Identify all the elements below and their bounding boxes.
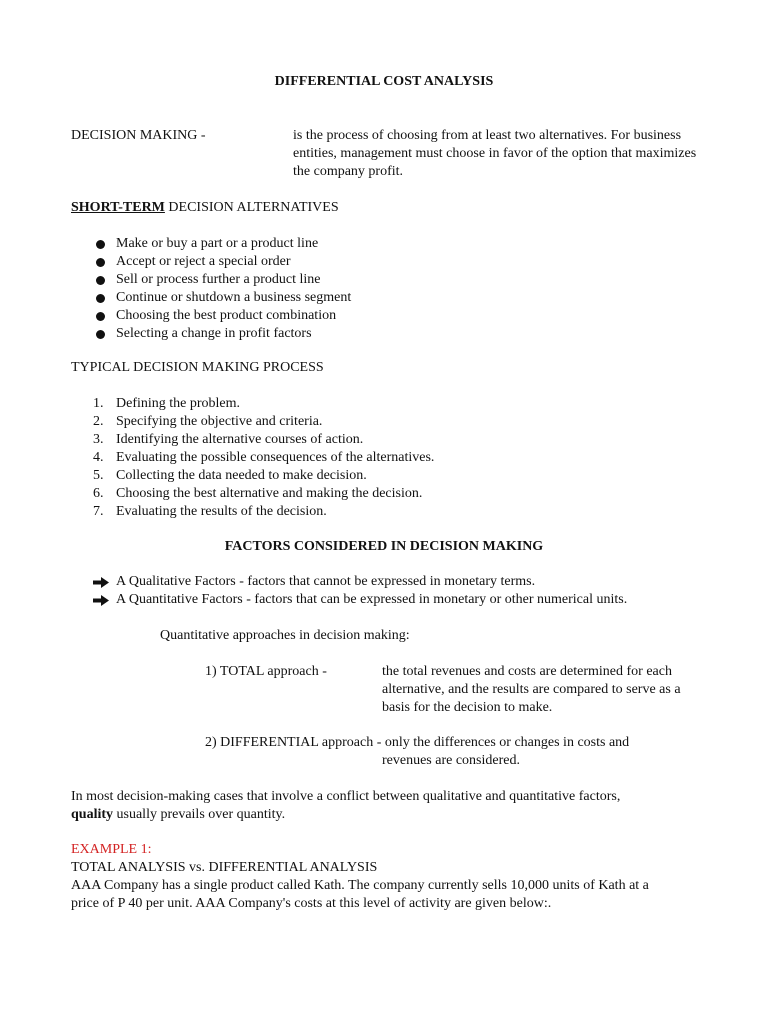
conclusion-line-1: In most decision-making cases that involve a conflict between qualitative and quantitative factors, — [71, 789, 621, 804]
factors-heading: FACTORS CONSIDERED IN DECISION MAKING — [224, 539, 544, 554]
step-number: 3. — [93, 432, 104, 447]
step-text: Evaluating the results of the decision. — [116, 504, 327, 519]
differential-approach-description: revenues are considered. — [382, 753, 520, 768]
list-item-text: Sell or process further a product line — [116, 272, 321, 287]
bullet-icon — [96, 294, 105, 303]
example-body-line-1: AAA Company has a single product called Kath. The company currently sells 10,000 units of Kath at a — [71, 878, 649, 893]
step-text: Identifying the alternative courses of action. — [116, 432, 364, 447]
total-approach-label: 1) TOTAL approach - — [205, 664, 327, 679]
step-number: 6. — [93, 486, 104, 501]
bullet-icon — [96, 312, 105, 321]
process-heading: TYPICAL DECISION MAKING PROCESS — [71, 360, 324, 375]
list-item-text: A Quantitative Factors - factors that can be expressed in monetary or other numerical units. — [116, 592, 628, 607]
step-number: 4. — [93, 450, 104, 465]
list-item-text: Continue or shutdown a business segment — [116, 290, 352, 305]
differential-approach-label: 2) DIFFERENTIAL approach - only the differences or changes in costs and — [205, 735, 630, 750]
step-number: 1. — [93, 396, 104, 411]
example-subtitle: TOTAL ANALYSIS vs. DIFFERENTIAL ANALYSIS — [71, 860, 378, 875]
bullet-icon — [96, 330, 105, 339]
step-text: Evaluating the possible consequences of the alternatives. — [116, 450, 435, 465]
bullet-icon — [96, 276, 105, 285]
list-item-text: Selecting a change in profit factors — [116, 326, 312, 341]
conclusion-rest: usually prevails over quantity. — [113, 807, 286, 822]
short-term-heading-strong: SHORT-TERM — [71, 200, 165, 215]
step-text: Specifying the objective and criteria. — [116, 414, 323, 429]
list-item-text: Choosing the best product combination — [116, 308, 337, 323]
step-text: Defining the problem. — [116, 396, 241, 411]
approaches-heading: Quantitative approaches in decision making: — [160, 628, 410, 643]
decision-making-definition: is the process of choosing from at least two alternatives. For business entities, management must choose in favor of the option that maximizes the company profit. — [293, 128, 697, 179]
step-text: Choosing the best alternative and making the decision. — [116, 486, 423, 501]
example-label: EXAMPLE 1: — [71, 842, 152, 857]
document-title: DIFFERENTIAL COST ANALYSIS — [274, 74, 494, 89]
decision-making-term: DECISION MAKING - — [71, 128, 206, 143]
short-term-heading-rest: DECISION ALTERNATIVES — [164, 200, 339, 215]
step-text: Collecting the data needed to make decision. — [116, 468, 367, 483]
arrow-right-icon — [93, 577, 109, 588]
list-item-text: Accept or reject a special order — [116, 254, 291, 269]
list-item-text: Make or buy a part or a product line — [116, 236, 319, 251]
step-number: 2. — [93, 414, 104, 429]
step-number: 5. — [93, 468, 104, 483]
step-number: 7. — [93, 504, 104, 519]
bullet-icon — [96, 240, 105, 249]
total-approach-description: the total revenues and costs are determined for each alternative, and the results are compared to serve as a basis for the decision to make. — [382, 664, 681, 715]
conclusion-bold-word: quality — [71, 807, 114, 822]
bullet-icon — [96, 258, 105, 267]
list-item-text: A Qualitative Factors - factors that cannot be expressed in monetary terms. — [116, 574, 536, 589]
example-body-line-2: price of P 40 per unit. AAA Company's costs at this level of activity are given below:. — [71, 896, 552, 911]
conclusion-line-2 — [71, 806, 285, 824]
arrow-right-icon — [93, 595, 109, 606]
short-term-heading — [71, 199, 339, 217]
